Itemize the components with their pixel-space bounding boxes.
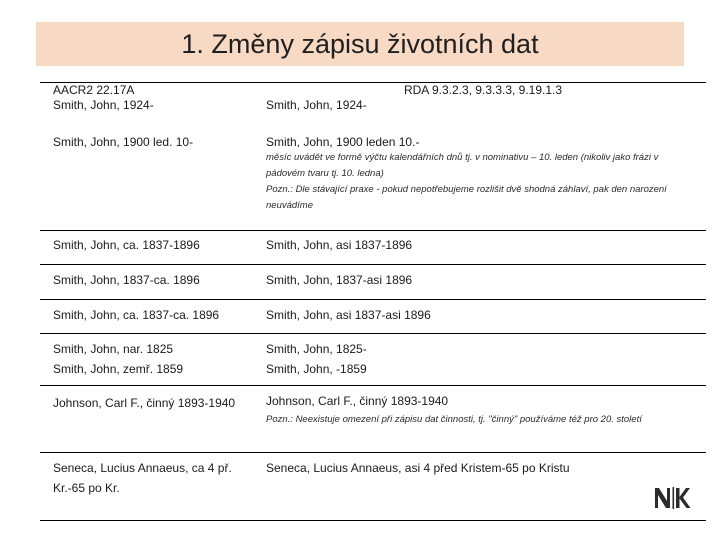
title-band [36,22,684,66]
rda-value: Smith, John, asi 1837-asi 1896 [266,307,431,322]
rda-note: měsíc uvádět ve formě výčtu kalendářních dnů tj. v nominativu – 10. leden (nikoliv jako frázi v pádovém tvaru tj. 10. ledna) [266,152,659,179]
aacr2-value: Smith, John, zemř. 1859 [53,361,184,376]
rda-value: Seneca, Lucius Annaeus, asi 4 před Kristem-65 po Kristu [266,460,570,475]
rda-value: Smith, John, 1924- [266,98,367,112]
rda-note: Pozn.: Neexistuje omezení při zápisu dat činnosti, tj. "činný" používáme též pro 20. století [266,413,642,425]
aacr2-value: Smith, John, ca. 1837-1896 [53,237,200,252]
table-row [40,333,706,385]
nk-logo [652,485,692,511]
table-row [40,127,706,230]
aacr2-value: Smith, John, nar. 1825 [53,341,174,356]
aacr2-value: Smith, John, ca. 1837-ca. 1896 [53,307,220,322]
table-header-row [40,83,706,98]
page-title: 1. Změny zápisu životních dat [181,28,539,59]
rda-value: Smith, John, asi 1837-1896 [266,237,413,252]
column-header-rda: RDA 9.3.2.3, 9.3.3.3, 9.19.1.3 [253,83,706,98]
rda-value: Smith, John, -1859 [266,361,367,376]
table-row [40,452,706,520]
rda-value: Smith, John, 1900 leden 10.- [266,135,420,149]
table-row [40,385,706,452]
table-row [40,97,706,127]
aacr2-value: Johnson, Carl F., činný 1893-1940 [53,395,236,410]
rda-note: Pozn.: Dle stávající praxe - pokud nepotřebujeme rozlišit dvě shodná záhlaví, pak den narození neuvádíme [266,184,667,211]
table-row [40,299,706,333]
rda-value: Smith, John, 1825- [266,341,367,356]
rda-value: Smith, John, 1837-asi 1896 [266,272,413,287]
comparison-table [40,82,706,521]
aacr2-value: Seneca, Lucius Annaeus, ca 4 př. Kr.-65 po Kr. [53,460,232,495]
aacr2-value: Smith, John, 1900 led. 10- [53,135,194,149]
aacr2-value: Smith, John, 1924- [53,98,154,112]
column-header-aacr2: AACR2 22.17A [40,83,253,98]
table-row [40,230,706,264]
aacr2-value: Smith, John, 1837-ca. 1896 [53,272,200,287]
table-row [40,264,706,299]
rda-value: Johnson, Carl F., činný 1893-1940 [266,393,449,408]
